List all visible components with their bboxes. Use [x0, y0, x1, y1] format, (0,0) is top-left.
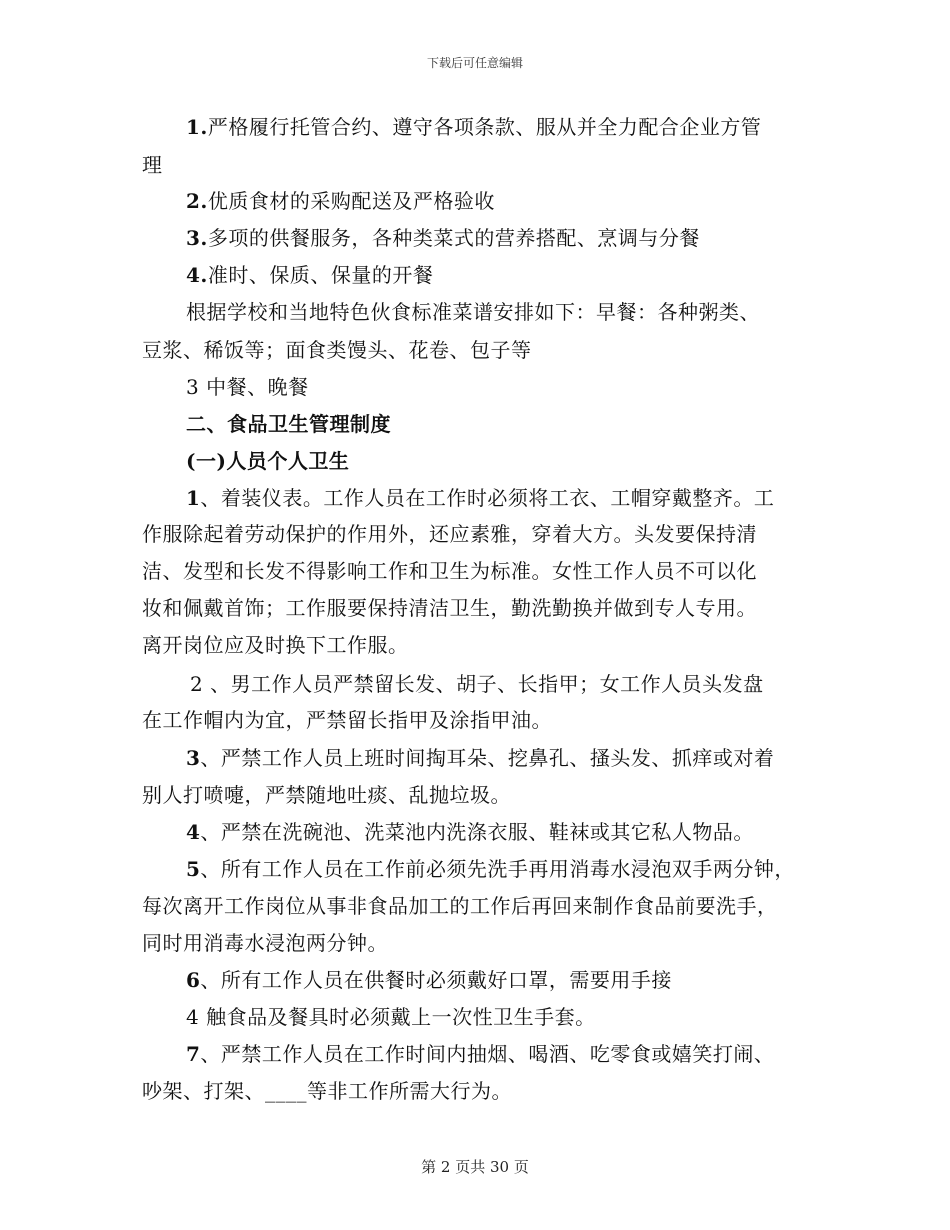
paragraph-line: 每次离开工作岗位从事非食品加工的工作后再回来制作食品前要洗手，	[142, 894, 778, 918]
paragraph-line: 4、严禁在洗碗池、洗菜池内洗涤衣服、鞋袜或其它私人物品。	[186, 820, 754, 844]
paragraph-line: 根据学校和当地特色伙食标准菜谱安排如下：早餐：各种粥类、	[186, 300, 760, 324]
paragraph-line: 1、着装仪表。工作人员在工作时必须将工衣、工帽穿戴整齐。工	[186, 486, 775, 510]
paragraph-line: 离开岗位应及时换下工作服。	[142, 633, 409, 657]
paragraph-line: 6、所有工作人员在供餐时必须戴好口罩，需要用手接	[186, 968, 672, 992]
paragraph-line: 4.准时、保质、保量的开餐	[186, 263, 434, 287]
paragraph-line: 1.严格履行托管合约、遵守各项条款、服从并全力配合企业方管	[186, 115, 762, 139]
paragraph-line: 妆和佩戴首饰；工作服要保持清洁卫生，勤洗勤换并做到专人专用。	[142, 596, 757, 620]
paragraph-line: 豆浆、稀饭等；面食类馒头、花卷、包子等	[142, 338, 532, 362]
paragraph-line: 2.优质食材的采购配送及严格验收	[186, 189, 495, 213]
paragraph-line: 2 、男工作人员严禁留长发、胡子、长指甲；女工作人员头发盘	[190, 672, 764, 696]
paragraph-line: 7、严禁工作人员在工作时间内抽烟、喝酒、吃零食或嬉笑打闹、	[186, 1042, 775, 1066]
paragraph-line: 3 中餐、晚餐	[186, 375, 309, 399]
page-footer-number: 第 2 页共 30 页	[421, 1158, 529, 1176]
page-header-note: 下载后可任意编辑	[426, 56, 523, 70]
paragraph-line: 吵架、打架、____等非工作所需大行为。	[142, 1079, 512, 1103]
paragraph-line: 理	[142, 153, 163, 177]
paragraph-line: 同时用消毒水浸泡两分钟。	[142, 931, 388, 955]
paragraph-line: 在工作帽内为宜，严禁留长指甲及涂指甲油。	[142, 708, 552, 732]
paragraph-line: 洁、发型和长发不得影响工作和卫生为标准。女性工作人员不可以化	[142, 559, 757, 583]
paragraph-line: 作服除起着劳动保护的作用外，还应素雅，穿着大方。头发要保持清	[142, 522, 757, 546]
paragraph-line: 3.多项的供餐服务，各种类菜式的营养搭配、烹调与分餐	[186, 226, 700, 250]
subsection-heading: (一)人员个人卫生	[186, 449, 350, 473]
paragraph-line: 4 触食品及餐具时必须戴上一次性卫生手套。	[186, 1005, 596, 1029]
section-heading: 二、食品卫生管理制度	[186, 412, 391, 436]
paragraph-line: 3、严禁工作人员上班时间掏耳朵、挖鼻孔、搔头发、抓痒或对着	[186, 746, 775, 770]
paragraph-line: 5、所有工作人员在工作前必须先洗手再用消毒水浸泡双手两分钟，	[186, 857, 795, 881]
paragraph-line: 别人打喷嚏，严禁随地吐痰、乱抛垃圾。	[142, 783, 511, 807]
